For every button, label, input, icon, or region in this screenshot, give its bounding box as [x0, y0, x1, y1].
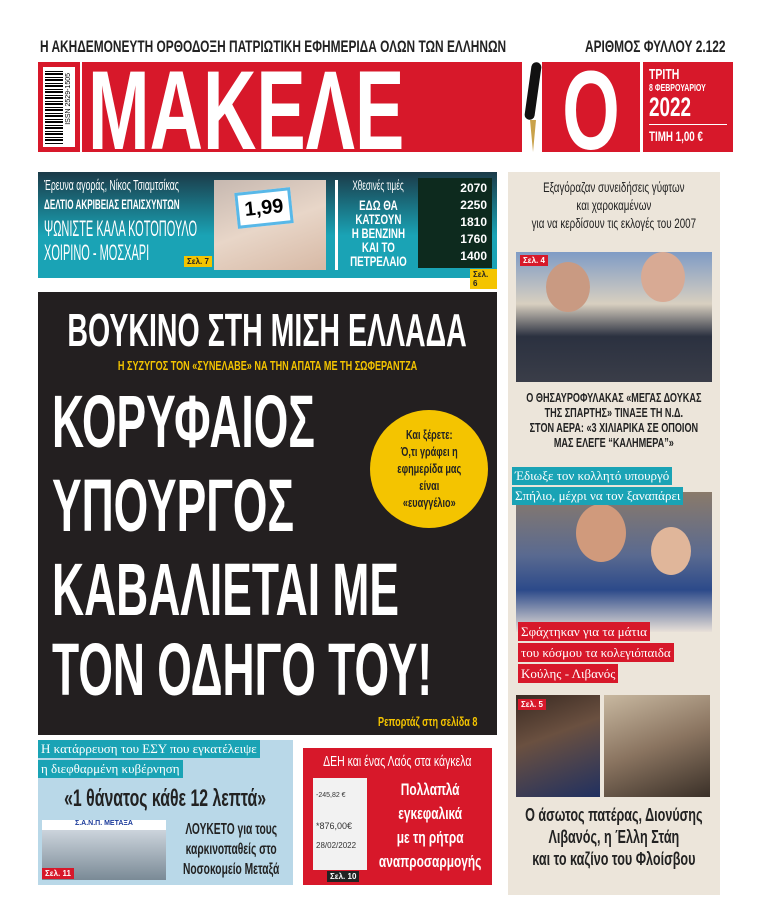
decoration [649, 94, 727, 125]
right-column[interactable] [508, 172, 720, 895]
right-page2: Σελ. 5 [518, 699, 546, 710]
teaser_fuel-lines-0: ΕΔΩ ΘΑ [358, 197, 398, 213]
photo-archive [604, 695, 710, 797]
decoration [514, 178, 714, 232]
right-intro-2: για να κερδίσουν τις εκλογές του 2007 [531, 215, 697, 231]
masthead-price: ΤΙΜΗ 1,00 € [649, 128, 703, 144]
teaser_fuel-lines-1: ΚΑΤΣΟΥΝ [354, 211, 402, 227]
right-story2-1: Λιβανός, η Έλλη Στάη [548, 827, 680, 847]
teaser_market-price_tag: 1,99 [234, 187, 293, 229]
masthead-year: 2022 [649, 92, 692, 122]
politicians-photo [516, 252, 712, 382]
decoration [44, 177, 209, 194]
right-story1-2: ΣΤΟΝ ΑΕΡΑ: «3 ΧΙΛΙΑΡΙΚΑ ΣΕ ΟΠΟΙΟΝ [529, 420, 699, 435]
teaser_fuel-lines-2: Η ΒΕΝΖΙΝΗ [351, 225, 405, 241]
teaser_market-page: Σελ. 7 [184, 256, 212, 267]
deh-body-1: εγκεφαλικά [398, 804, 463, 823]
teaser_market-kicker: Έρευνα αγοράς, Νίκος Τσιαμτσίκας [44, 177, 179, 194]
teaser_market-line2: ΧΟΙΡΙΝΟ - ΜΟΣΧΑΡΙ [44, 240, 150, 265]
main-big_lines-3: ΤΟΝ ΟΔΗΓΟ ΤΟΥ! [52, 628, 433, 711]
deh-bill-0: -245,82 € [316, 792, 346, 799]
right-red_lines-0: Σφάχτηκαν για τα μάτια [518, 622, 650, 641]
right-story2-2: και το καζίνο του Φλοίσβου [532, 849, 696, 869]
main-big_lines-1: ΥΠΟΥΡΓΟΣ [52, 464, 295, 547]
esy-body-0: ΛΟΥΚΕΤΟ για τους [185, 821, 277, 838]
decoration [48, 358, 487, 373]
deh-body-3: αναπροσαρμογής [379, 852, 482, 871]
teaser_market-headline: ΔΕΛΤΙΟ ΑΚΡΙΒΕΙΑΣ ΕΠΑΙΣΧΥΝΤΩΝ [44, 196, 180, 212]
right-story1-3: ΜΑΣ ΕΛΕΓΕ “ΚΑΛΗΜΕΡΑ”» [554, 435, 674, 450]
right-intro-1: και χαροκαμένων [576, 197, 652, 213]
right-teal_lines-1: Σπήλιο, μέχρι να τον ξαναπάρει [512, 487, 683, 505]
teaser_fuel-lines-4: ΠΕΤΡΕΛΑΙΟ [349, 253, 407, 269]
logo-o [542, 62, 640, 152]
teaser_fuel-prices-3: 1760 [460, 232, 487, 246]
main-bubble-3: είναι [418, 478, 440, 493]
teaser_fuel-lines-3: ΚΑΙ ΤΟ [361, 239, 395, 255]
teaser_fuel-prices-0: 2070 [460, 181, 487, 195]
barcode-area [43, 67, 75, 147]
main-big_lines-2: ΚΑΒΑΛΙΕΤΑΙ ΜΕ [52, 548, 399, 631]
esy-quote: «1 θάνατος κάθε 12 λεπτά» [64, 785, 267, 812]
decoration [42, 784, 289, 814]
right-teal_lines-0: Έδιωξε τον κολλητό υπουργό [512, 467, 672, 485]
teaser_fuel-prices-1: 2250 [460, 198, 487, 212]
deh-body-0: Πολλαπλά [401, 780, 460, 799]
main-story[interactable] [38, 292, 497, 735]
yellow-bubble [370, 410, 488, 528]
masthead-logo_left: ΜΑΚΕΛΕ [88, 62, 405, 152]
main-big_lines-0: ΚΟΡΥΦΑΙΟΣ [52, 380, 315, 463]
bill-image [313, 778, 367, 870]
deh-story[interactable] [303, 748, 492, 885]
decoration [172, 820, 290, 880]
pen-icon [522, 62, 542, 152]
decoration [649, 66, 727, 83]
teaser-strip[interactable] [38, 172, 497, 288]
teaser_market-line1: ΨΩΝΙΣΤΕ ΚΑΛΑ ΚΟΤΟΠΟΥΛΟ [44, 216, 198, 241]
fuel-price-board [418, 178, 492, 268]
esy-body-2: Νοσοκομείο Μεταξά [182, 861, 280, 878]
decoration [342, 177, 414, 193]
decoration [335, 180, 338, 270]
deh-body-2: με τη ρήτρα [397, 828, 464, 847]
deh-bill-1: *876,00€ [316, 821, 353, 831]
esy-sign: Σ.Α.Ν.Π. ΜΕΤΑΞΑ [75, 820, 133, 827]
decoration [307, 753, 488, 770]
main-bubble-2: εφημερίδα μας [397, 461, 461, 476]
main-subhead: Η ΣΥΖΥΓΟΣ ΤΟΝ «ΣΥΝΕΛΑΒΕ» ΝΑ ΤΗΝ ΑΠΑΤΑ ΜΕ ΤΗ ΣΩΦΕΡΑΝΤΖΑ [117, 358, 418, 373]
teaser_fuel-page: Σελ. 6 [470, 269, 497, 289]
masthead-day: ΤΡΙΤΗ [649, 66, 680, 83]
right-page1: Σελ. 4 [520, 255, 548, 266]
decoration [38, 740, 260, 778]
decoration [514, 804, 714, 870]
right-story2-0: Ο άσωτος πατέρας, Διονύσης [525, 805, 703, 825]
chicken-photo [214, 180, 326, 270]
masthead-date: 8 ΦΕΒΡΟΥΑΡΙΟΥ [649, 83, 706, 94]
main-headline [52, 380, 362, 548]
couple-photo [516, 492, 712, 632]
right-red_lines-2: Κούλης - Λιβανός [518, 664, 618, 683]
esy-body-1: καρκινοπαθείς στο [185, 841, 277, 858]
teaser_fuel-prices-4: 1400 [460, 249, 487, 263]
decoration [641, 252, 685, 302]
decoration [576, 504, 626, 562]
main-headline: ΒΟΥΚΙΝΟ ΣΤΗ ΜΙΣΗ ΕΛΛΑΔΑ [67, 304, 468, 356]
photo-libanos [516, 695, 600, 797]
main-bubble-0: Και ξέρετε: [405, 427, 453, 442]
issue-number [585, 37, 735, 57]
decoration [530, 120, 536, 152]
right-story1-1: ΤΗΣ ΣΠΑΡΤΗΣ» ΤΙΝΑΞΕ ΤΗ Ν.Δ. [544, 405, 684, 420]
esy-page: Σελ. 11 [42, 868, 74, 879]
decoration [651, 527, 691, 575]
deh-page: Σελ. 10 [327, 871, 359, 882]
masthead-issue: ΑΡΙΘΜΟΣ ΦΥΛΛΟΥ 2.122 [585, 37, 726, 56]
tagline [40, 37, 515, 57]
barcode-text: ISSN 2529-1505 [65, 73, 72, 125]
decoration [524, 62, 542, 120]
red-captions [518, 622, 674, 683]
masthead-tagline: Η ΑΚΗΔΕΜΟΝΕΥΤΗ ΟΡΘΟΔΟΞΗ ΠΑΤΡΙΩΤΙΚΗ ΕΦΗΜΕΡΙΔΑ ΟΛΩΝ ΤΩΝ ΕΛΛΗΝΩΝ [40, 37, 507, 56]
esy-story[interactable] [38, 740, 293, 885]
decoration [368, 714, 488, 729]
barcode [38, 62, 80, 152]
decoration [48, 304, 487, 356]
main-report: Ρεπορτάζ στη σελίδα 8 [378, 714, 478, 729]
decoration [44, 196, 209, 212]
right-intro-0: Εξαγόραζαν συνειδήσεις γύφτων [543, 179, 685, 195]
teaser_fuel-kicker: Χθεσινές τιμές [352, 177, 404, 193]
decoration [373, 778, 488, 874]
decoration [546, 262, 590, 312]
date-box [643, 62, 733, 152]
deh-title: ΔΕΗ και ένας Λαός στα κάγκελα [323, 753, 472, 770]
decoration [514, 390, 714, 450]
logo [82, 62, 522, 152]
teaser_fuel-prices-2: 1810 [460, 215, 487, 229]
main-bubble-4: «ευαγγέλιο» [402, 495, 456, 510]
right-red_lines-1: του κόσμου τα κολεγιόπαιδα [518, 643, 674, 662]
decoration [44, 216, 209, 242]
masthead-logo_right: Ο [562, 62, 620, 152]
right-story1-0: Ο ΘΗΣΑΥΡΟΦΥΛΑΚΑΣ «ΜΕΓΑΣ ΔΟΥΚΑΣ [526, 390, 702, 405]
esy-lines-1: η διεφθαρμένη κυβέρνηση [38, 760, 183, 778]
deh-bill-2: 28/02/2022 [316, 841, 357, 850]
esy-lines-0: Η κατάρρευση του ΕΣΥ που εγκατέλειψε [38, 740, 260, 758]
fuel-headline [342, 198, 414, 268]
decoration [52, 550, 492, 710]
teal-captions [512, 467, 683, 505]
main-bubble-1: Ό,τι γράφει η [400, 444, 458, 459]
decoration [649, 128, 727, 144]
barcode-bars [45, 70, 63, 144]
decoration [44, 240, 179, 266]
